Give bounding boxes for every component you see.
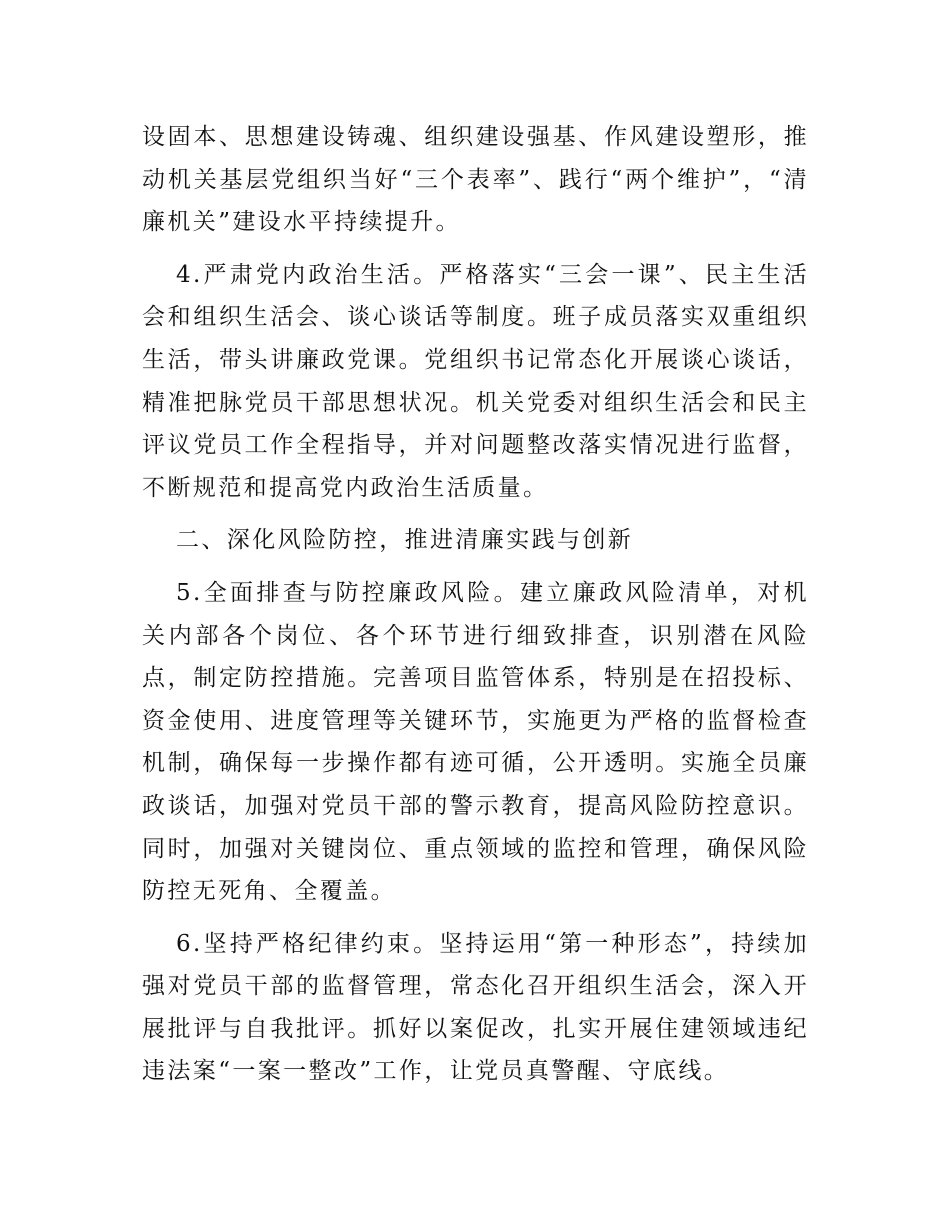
- paragraph-continuation: 设固本、思想建设铸魂、组织建设强基、作风建设塑形，推动机关基层党组织当好“三个表率”、践行“两个维护”，“清廉机关”建设水平持续提升。: [142, 124, 809, 236]
- paragraph-item-6: 6.坚持严格纪律约束。坚持运用“第一种形态”，持续加强对党员干部的监督管理，常态化召开组织生活会，深入开展批评与自我批评。抓好以案促改，扎实开展住建领域违纪违法案“一案一整改”工作，让党员真警醒、守底线。: [142, 930, 809, 1085]
- document-page: [142, 116, 809, 1093]
- paragraph-item-4: 4.严肃党内政治生活。严格落实“三会一课”、民主生活会和组织生活会、谈心谈话等制度。班子成员落实双重组织生活，带头讲廉政党课。党组织书记常态化开展谈心谈话，精准把脉党员干部思想状况。机关党委对组织生活会和民主评议党员工作全程指导，并对问题整改落实情况进行监督，不断规范和提高党内政治生活质量。: [142, 261, 809, 501]
- section-heading-2: 二、深化风险防控，推进清廉实践与创新: [176, 527, 634, 554]
- paragraph-item-5: 5.全面排查与防控廉政风险。建立廉政风险清单，对机关内部各个岗位、各个环节进行细致排查，识别潜在风险点，制定防控措施。完善项目监管体系，特别是在招投标、资金使用、进度管理等关键环节，实施更为严格的监督检查机制，确保每一步操作都有迹可循，公开透明。实施全员廉政谈话，加强对党员干部的警示教育，提高风险防控意识。同时，加强对关键岗位、重点领域的监控和管理，确保风险防控无死角、全覆盖。: [142, 579, 809, 905]
